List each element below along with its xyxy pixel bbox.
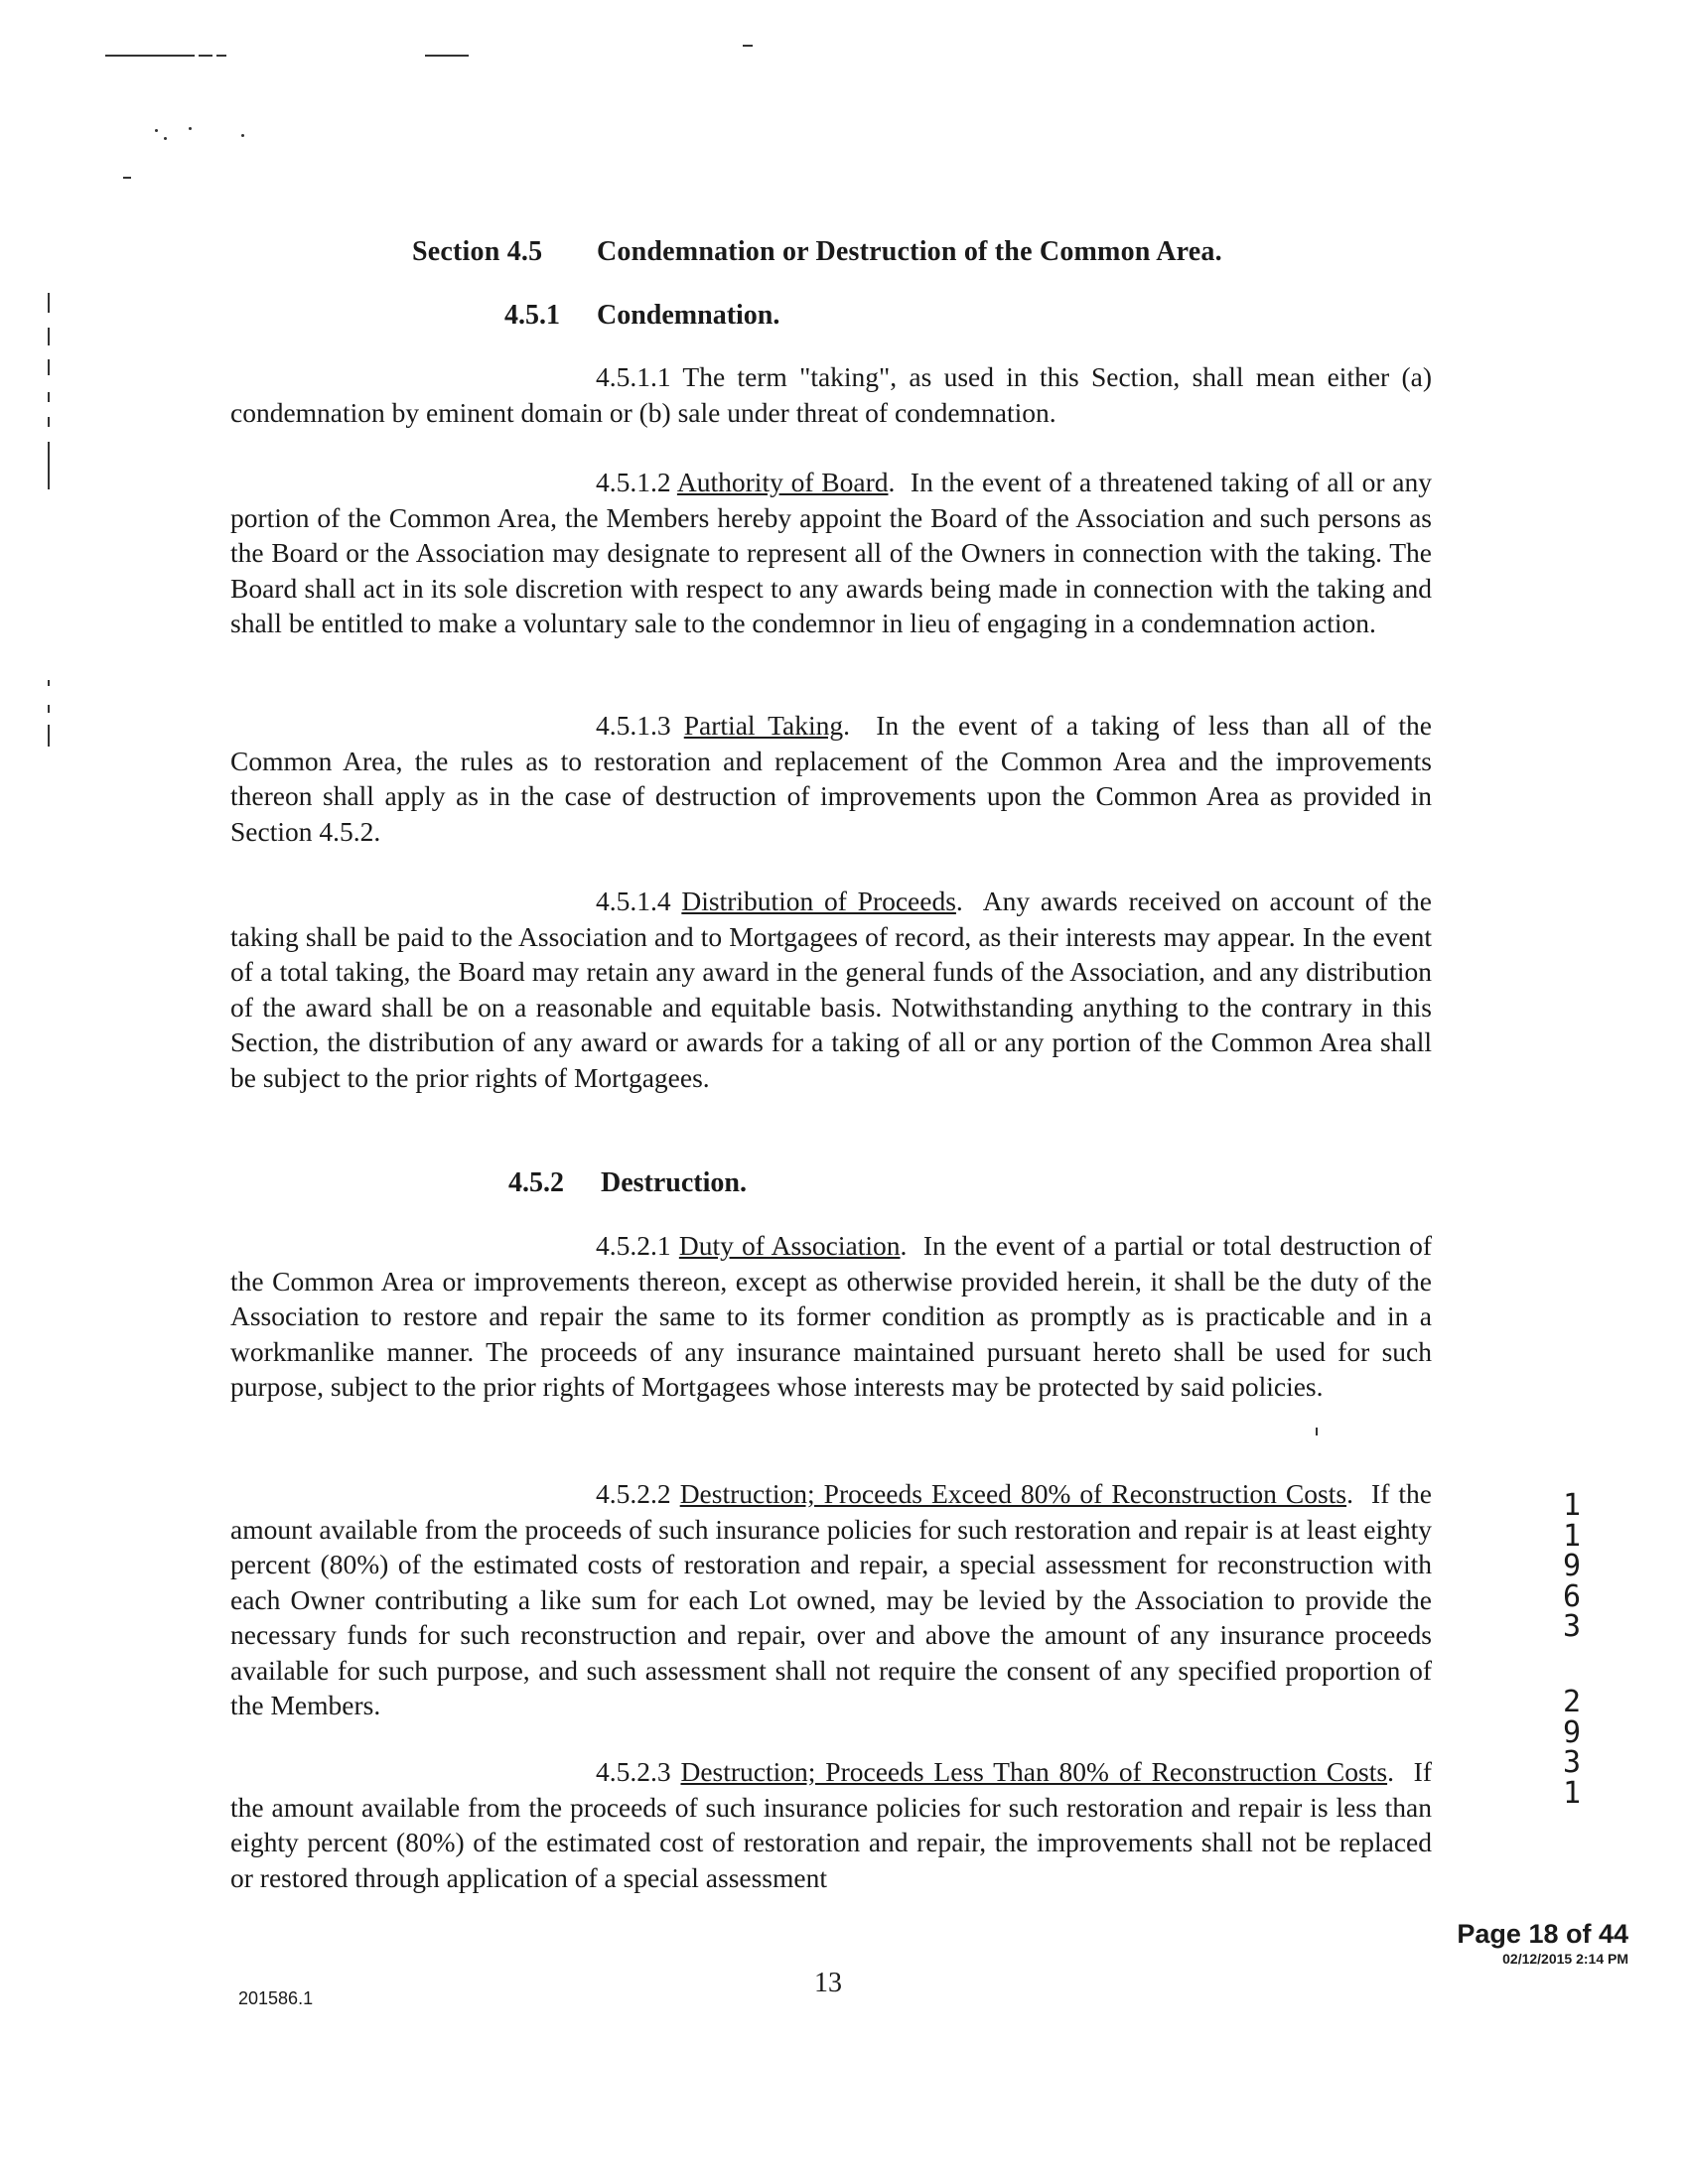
subsection-number: 4.5.1 bbox=[504, 300, 560, 331]
paragraph-4512: 4.5.1.2 Authority of Board. In the event of a threatened taking of all or any portion of the Common Area, the Members hereby appoint the Board of the Association and such persons as the Board or the Association may designate to represent all of the Owners in connection with the taking. The Board shall act in its sole discretion with respect to any awards being made in connection with the taking and shall be entitled to make a voluntary sale to the condemnor in lieu of engaging in a condemnation action. bbox=[230, 467, 1433, 638]
scan-artifact bbox=[48, 680, 50, 686]
paragraph-title: Destruction; Proceeds Exceed 80% of Reconstruction Costs bbox=[679, 1478, 1347, 1509]
scan-artifact bbox=[164, 137, 167, 140]
section-heading bbox=[412, 236, 1222, 268]
subsection-number: 4.5.2 bbox=[508, 1167, 564, 1198]
scan-artifact bbox=[1316, 1428, 1318, 1435]
paragraph-number: 4.5.1.4 bbox=[596, 886, 671, 916]
scan-artifact bbox=[48, 442, 50, 489]
scan-artifact bbox=[48, 293, 50, 313]
subsection-heading bbox=[504, 300, 779, 332]
paragraph-number: 4.5.1.2 bbox=[596, 467, 671, 497]
scan-artifact bbox=[189, 127, 192, 130]
page-number: 13 bbox=[814, 1968, 842, 1998]
paragraph-title: Partial Taking bbox=[683, 710, 844, 741]
paragraph-4523: 4.5.2.3 Destruction; Proceeds Less Than 80% of Reconstruction Costs. If the amount available from the proceeds of such insurance policies for such restoration and repair is less than eighty percent (80%) of the estimated cost of restoration and repair, the improvements shall not be replaced or restored through application of a special assessment bbox=[230, 1756, 1432, 1893]
paragraph-title: Authority of Board bbox=[676, 467, 889, 497]
paragraph-text: In the event of a taking of less than all of the Common Area, the rules as to restoration and replacement of the Common Area and the improvements thereon shall apply as in the case of destruction of improvements upon the Common Area as provided in Section 4.5.2. bbox=[230, 710, 1433, 847]
scan-artifact bbox=[425, 55, 469, 57]
scan-artifact bbox=[48, 725, 50, 747]
paragraph-4511 bbox=[230, 359, 1432, 430]
scan-artifact bbox=[216, 55, 226, 57]
subsection-heading bbox=[508, 1167, 747, 1199]
paragraph-4521: 4.5.2.1 Duty of Association. In the event of a partial or total destruction of the Common Area or improvements thereon, except as otherwise provided herein, it shall be the duty of the Association to restore and repair the same to its former condition as promptly as is practicable and in a workmanlike manner. The proceeds of any insurance maintained pursuant hereto shall be used for such purpose, subject to the prior rights of Mortgagees whose interests may be protected by said policies. bbox=[230, 1230, 1433, 1402]
paragraph-number: 4.5.2.1 bbox=[596, 1230, 671, 1261]
scan-artifact bbox=[48, 417, 50, 427]
paragraph-number: 4.5.2.2 bbox=[596, 1478, 671, 1509]
paragraph-text: In the event of a threatened taking of all or any portion of the Common Area, the Members hereby appoint the Board of the Association and such persons as the Board or the Association may designate to represent all of the Owners in connection with the taking. The Board shall act in its sole discretion with respect to any awards being made in connection with the taking and shall be entitled to make a voluntary sale to the condemnor in lieu of engaging in a condemnation action. bbox=[230, 467, 1433, 638]
paragraph-text: In the event of a partial or total destruction of the Common Area or improvements thereon, except as otherwise provided herein, it shall be the duty of the Association to restore and repair the same to its former condition as promptly as is practicable and in a workmanlike manner. The proceeds of any insurance maintained pursuant hereto shall be used for such purpose, subject to the prior rights of Mortgagees whose interests may be protected by said policies. bbox=[230, 1230, 1433, 1402]
paragraph-title: Duty of Association bbox=[678, 1230, 901, 1261]
recording-number-bottom: 2 9 3 1 bbox=[1562, 1685, 1582, 1811]
scan-artifact bbox=[241, 134, 244, 137]
scan-artifact bbox=[123, 177, 131, 179]
document-id: 201586.1 bbox=[238, 1988, 314, 2008]
paragraph-text: If the amount available from the proceeds of such insurance policies for such restoration and repair is at least eighty percent (80%) of the estimated costs of restoration and repair, a special assessment for reconstruction with each Owner contributing a like sum for each Lot owned, may be levied by the Association to provide the necessary funds for such reconstruction and repair, over and above the amount of any insurance proceeds available for such purpose, and such assessment shall not require the consent of any specified proportion of the Members. bbox=[230, 1478, 1433, 1720]
page-stamp bbox=[1410, 1918, 1628, 1968]
scan-artifact bbox=[48, 392, 50, 402]
paragraph-title: Destruction; Proceeds Less Than 80% of Reconstruction Costs bbox=[680, 1756, 1388, 1787]
scan-artifact bbox=[48, 359, 50, 375]
scan-artifact bbox=[155, 129, 158, 132]
paragraph-number: 4.5.1.1 bbox=[596, 361, 671, 392]
section-label: Section 4.5 bbox=[412, 236, 543, 267]
subsection-title: Condemnation. bbox=[597, 300, 780, 331]
scan-artifact bbox=[48, 705, 50, 713]
paragraph-text: The term "taking", as used in this Section, shall mean either (a) condemnation by eminent domain or (b) sale under threat of condemnation. bbox=[230, 361, 1432, 428]
paragraph-4522: 4.5.2.2 Destruction; Proceeds Exceed 80% of Reconstruction Costs. If the amount available from the proceeds of such insurance policies for such restoration and repair is at least eighty percent (80%) of the estimated costs of restoration and repair, a special assessment for reconstruction with each Owner contributing a like sum for each Lot owned, may be levied by the Association to provide the necessary funds for such reconstruction and repair, over and above the amount of any insurance proceeds available for such purpose, and such assessment shall not require the consent of any specified proportion of the Members. bbox=[230, 1478, 1433, 1720]
scan-artifact bbox=[743, 45, 753, 47]
paragraph-number: 4.5.2.3 bbox=[596, 1756, 671, 1787]
paragraph-4513: 4.5.1.3 Partial Taking. In the event of a taking of less than all of the Common Area, the rules as to restoration and replacement of the Common Area and the improvements thereon shall apply as in the case of destruction of improvements upon the Common Area as provided in Section 4.5.2. bbox=[230, 710, 1433, 847]
scan-artifact bbox=[105, 55, 195, 57]
paragraph-number: 4.5.1.3 bbox=[596, 710, 671, 741]
recording-number-top: 1 1 9 6 3 bbox=[1562, 1488, 1582, 1644]
page-count: Page 18 of 44 bbox=[1457, 1919, 1628, 1949]
scan-artifact bbox=[48, 328, 50, 345]
paragraph-text: If the amount available from the proceeds of such insurance policies for such restoration and repair is less than eighty percent (80%) of the estimated cost of restoration and repair, the improvements shall not be replaced or restored through application of a special assessment bbox=[230, 1756, 1432, 1893]
stamp-datetime: 02/12/2015 2:14 PM bbox=[1502, 1951, 1628, 1967]
section-title: Condemnation or Destruction of the Common Area. bbox=[597, 236, 1222, 267]
scan-artifact bbox=[199, 55, 212, 57]
subsection-title: Destruction. bbox=[601, 1167, 747, 1198]
paragraph-text: Any awards received on account of the taking shall be paid to the Association and to Mortgagees of record, as their interests may appear. In the event of a total taking, the Board may retain any award in the general funds of the Association, and any distribution of the award shall be on a reasonable and equitable basis. Notwithstanding anything to the contrary in this Section, the distribution of any award or awards for a taking of all or any portion of the Common Area shall be subject to the prior rights of Mortgagees. bbox=[230, 886, 1433, 1093]
paragraph-4514: 4.5.1.4 Distribution of Proceeds. Any awards received on account of the taking shall be paid to the Association and to Mortgagees of record, as their interests may appear. In the event of a total taking, the Board may retain any award in the general funds of the Association, and any distribution of the award shall be on a reasonable and equitable basis. Notwithstanding anything to the contrary in this Section, the distribution of any award or awards for a taking of all or any portion of the Common Area shall be subject to the prior rights of Mortgagees. bbox=[230, 886, 1433, 1093]
paragraph-title: Distribution of Proceeds bbox=[681, 886, 956, 916]
